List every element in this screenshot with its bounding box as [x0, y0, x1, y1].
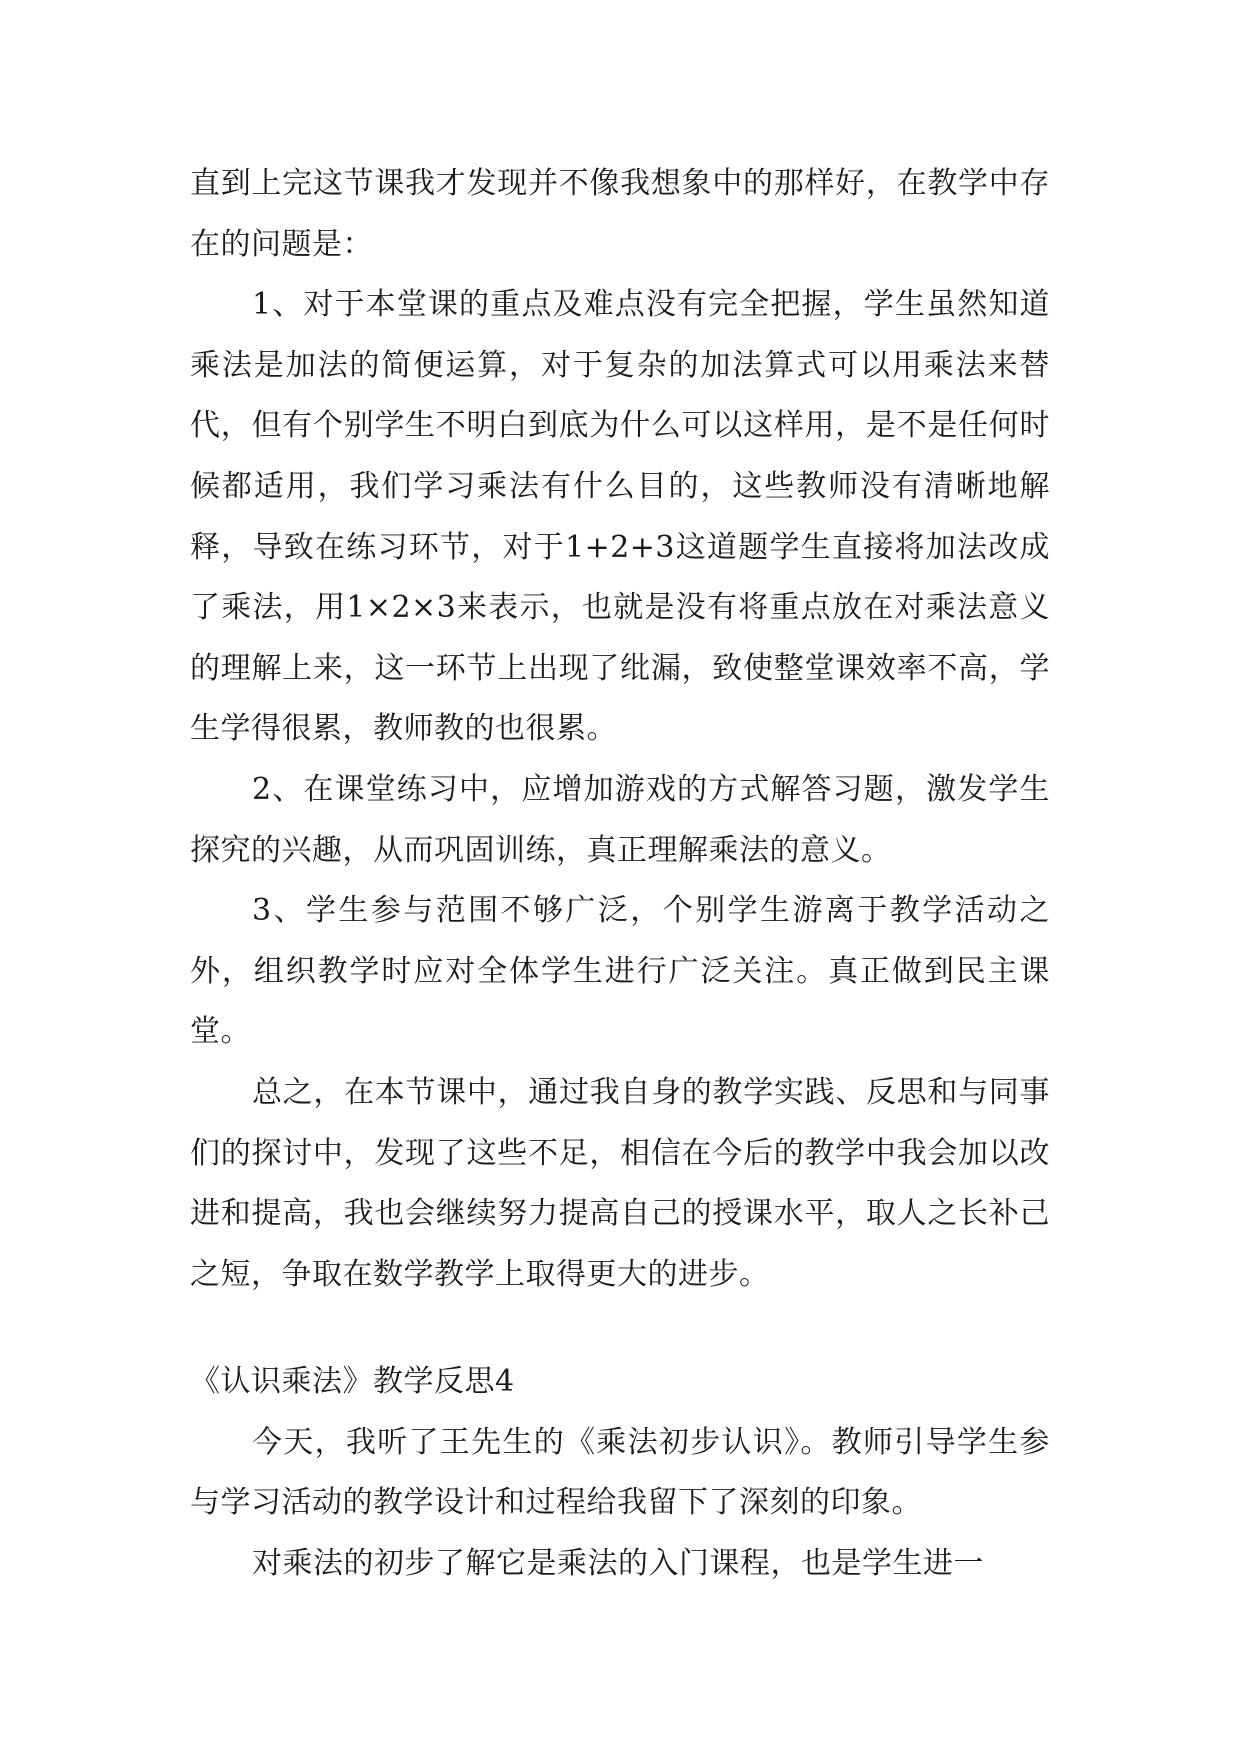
- section-heading: 《认识乘法》教学反思4: [190, 1364, 515, 1400]
- paragraph-problem-3: 3、学生参与范围不够广泛，个别学生游离于教学活动之外，组织教学时应对全体学生进行广泛关注。真正做到民主课堂。: [190, 893, 1050, 1050]
- paragraph-summary: 总之，在本节课中，通过我自身的教学实践、反思和与同事们的探讨中，发现了这些不足，相信在今后的教学中我会加以改进和提高，我也会继续努力提高自己的授课水平，取人之长补己之短，争取在数学教学上取得更大的进步。: [190, 1074, 1050, 1292]
- paragraph-problem-1: 1、对于本堂课的重点及难点没有完全把握，学生虽然知道乘法是加法的简便运算，对于复杂的加法算式可以用乘法来替代，但有个别学生不明白到底为什么可以这样用，是不是任何时候都适用，我们学习乘法有什么目的，这些教师没有清晰地解释，导致在练习环节，对于1+2+3这道题学生直接将加法改成了乘法，用1×2×3来表示，也就是没有将重点放在对乘法意义的理解上来，这一环节上出现了纰漏，致使整堂课效率不高，学生学得很累，教师教的也很累。: [190, 287, 1050, 747]
- paragraph-problem-2: 2、在课堂练习中，应增加游戏的方式解答习题，激发学生探究的兴趣，从而巩固训练，真正理解乘法的意义。: [190, 771, 1050, 868]
- section-paragraph-2: 对乘法的初步了解它是乘法的入门课程，也是学生进一: [252, 1546, 984, 1582]
- paragraph-continuation: 直到上完这节课我才发现并不像我想象中的那样好，在教学中存在的问题是：: [190, 166, 1050, 262]
- section-paragraph-1: 今天，我听了王先生的《乘法初步认识》。教师引导学生参与学习活动的教学设计和过程给我留下了深刻的印象。: [190, 1424, 1050, 1521]
- document-page: [190, 154, 1050, 1595]
